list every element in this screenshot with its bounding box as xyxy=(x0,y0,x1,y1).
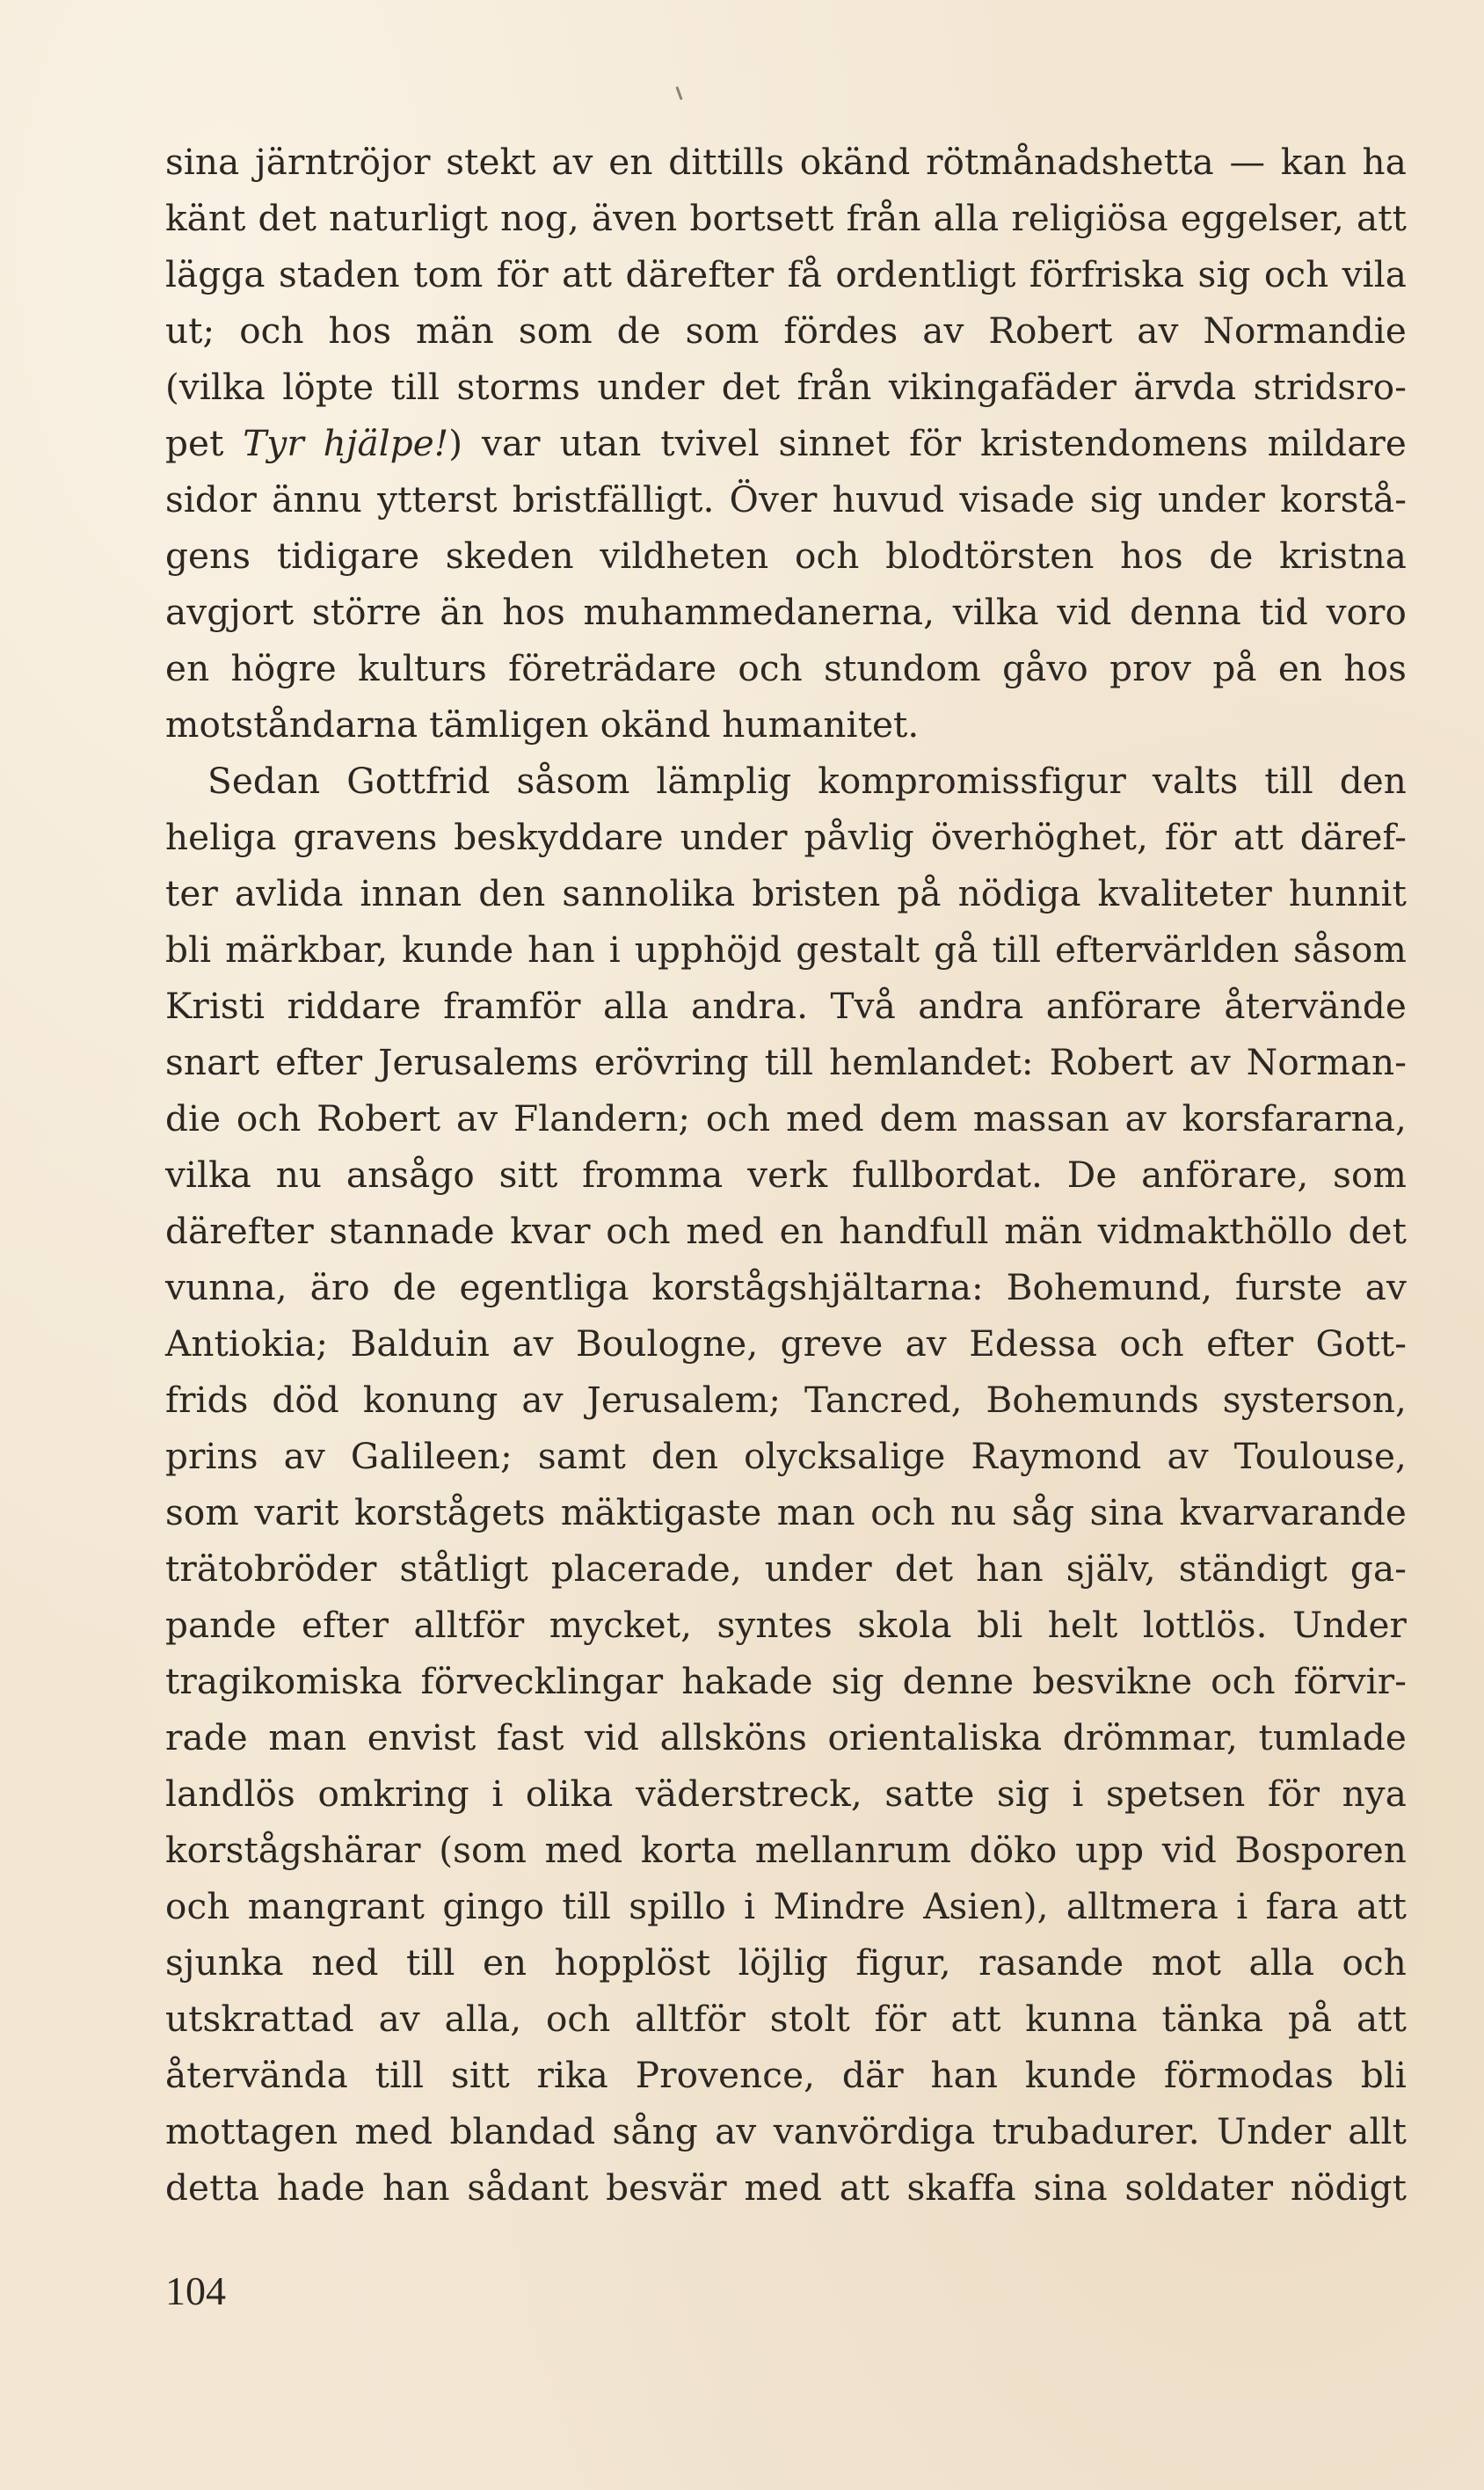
text-fragment: ) var utan tvivel sinnet för kristendomens mildare xyxy=(448,422,1407,464)
text-line: landlös omkring i olika väderstreck, satte sig i spetsen för nya xyxy=(165,1773,1407,1815)
text-line: heliga gravens beskyddare under påvlig överhöghet, för att däref- xyxy=(165,816,1407,858)
ink-speck xyxy=(675,86,682,100)
text-line: utskrattad av alla, och alltför stolt för att kunna tänka på att xyxy=(165,1998,1407,2040)
text-line xyxy=(165,415,1407,471)
text-fragment: pet xyxy=(165,422,244,464)
text-line: (vilka löpte till storms under det från vikingafäder ärvda stridsro- xyxy=(165,366,1407,408)
text-line: återvända till sitt rika Provence, där han kunde förmodas bli xyxy=(165,2054,1407,2096)
text-line: och mangrant gingo till spillo i Mindre Asien), alltmera i fara att xyxy=(165,1885,1407,1927)
text-line: frids död konung av Jerusalem; Tancred, Bohemunds systerson, xyxy=(165,1379,1407,1421)
text-line: die och Robert av Flandern; och med dem massan av korsfararna, xyxy=(165,1097,1407,1139)
text-line: motståndarna tämligen okänd humanitet. xyxy=(165,703,920,746)
text-line: sjunka ned till en hopplöst löjlig figur, rasande mot alla och xyxy=(165,1941,1407,1984)
text-line: Sedan Gottfrid såsom lämplig kompromissfigur valts till den xyxy=(207,760,1407,802)
text-line: vunna, äro de egentliga korstågshjältarna: Bohemund, furste av xyxy=(165,1266,1407,1308)
text-line: gens tidigare skeden vildheten och blodtörsten hos de kristna xyxy=(165,535,1407,577)
text-line: prins av Galileen; samt den olycksalige Raymond av Toulouse, xyxy=(165,1435,1407,1477)
text-line: sina järntröjor stekt av en dittills okänd rötmånadshetta — kan ha xyxy=(165,141,1407,183)
text-line: en högre kulturs företrädare och stundom gåvo prov på en hos xyxy=(165,647,1407,689)
text-line: detta hade han sådant besvär med att skaffa sina soldater nödigt xyxy=(165,2166,1407,2209)
text-line: trätobröder ståtligt placerade, under det han själv, ständigt ga- xyxy=(165,1547,1407,1590)
text-line: Antiokia; Balduin av Boulogne, greve av Edessa och efter Gott- xyxy=(165,1322,1407,1365)
page-number: 104 xyxy=(165,2268,226,2313)
text-line: sidor ännu ytterst bristfälligt. Över huvud visade sig under korstå- xyxy=(165,478,1407,521)
text-line: avgjort större än hos muhammedanerna, vilka vid denna tid voro xyxy=(165,591,1407,633)
text-line: snart efter Jerusalems erövring till hemlandet: Robert av Norman- xyxy=(165,1041,1407,1083)
body-text xyxy=(165,134,1407,2216)
text-line: tragikomiska förvecklingar hakade sig denne besvikne och förvir- xyxy=(165,1660,1407,1702)
text-line: känt det naturligt nog, även bortsett från alla religiösa eggelser, att xyxy=(165,197,1407,239)
text-line: mottagen med blandad sång av vanvördiga trubadurer. Under allt xyxy=(165,2110,1407,2152)
text-line: därefter stannade kvar och med en handfull män vidmakthöllo det xyxy=(165,1210,1407,1252)
text-line: Kristi riddare framför alla andra. Två andra anförare återvände xyxy=(165,985,1407,1027)
text-line: ut; och hos män som de som fördes av Robert av Normandie xyxy=(165,309,1407,352)
text-line: rade man envist fast vid allsköns orientaliska drömmar, tumlade xyxy=(165,1716,1407,1758)
text-line: bli märkbar, kunde han i upphöjd gestalt gå till eftervärlden såsom xyxy=(165,928,1407,971)
text-line: vilka nu ansågo sitt fromma verk fullbordat. De anförare, som xyxy=(165,1154,1407,1196)
text-line: lägga staden tom för att därefter få ordentligt förfriska sig och vila xyxy=(165,253,1407,295)
text-line: ter avlida innan den sannolika bristen på nödiga kvaliteter hunnit xyxy=(165,872,1407,914)
italic-quote: Tyr hjälpe! xyxy=(243,422,449,464)
text-line: korstågshärar (som med korta mellanrum döko upp vid Bosporen xyxy=(165,1829,1407,1871)
text-line: som varit korstågets mäktigaste man och nu såg sina kvarvarande xyxy=(165,1491,1407,1533)
text-line: pande efter alltför mycket, syntes skola bli helt lottlös. Under xyxy=(165,1604,1407,1646)
